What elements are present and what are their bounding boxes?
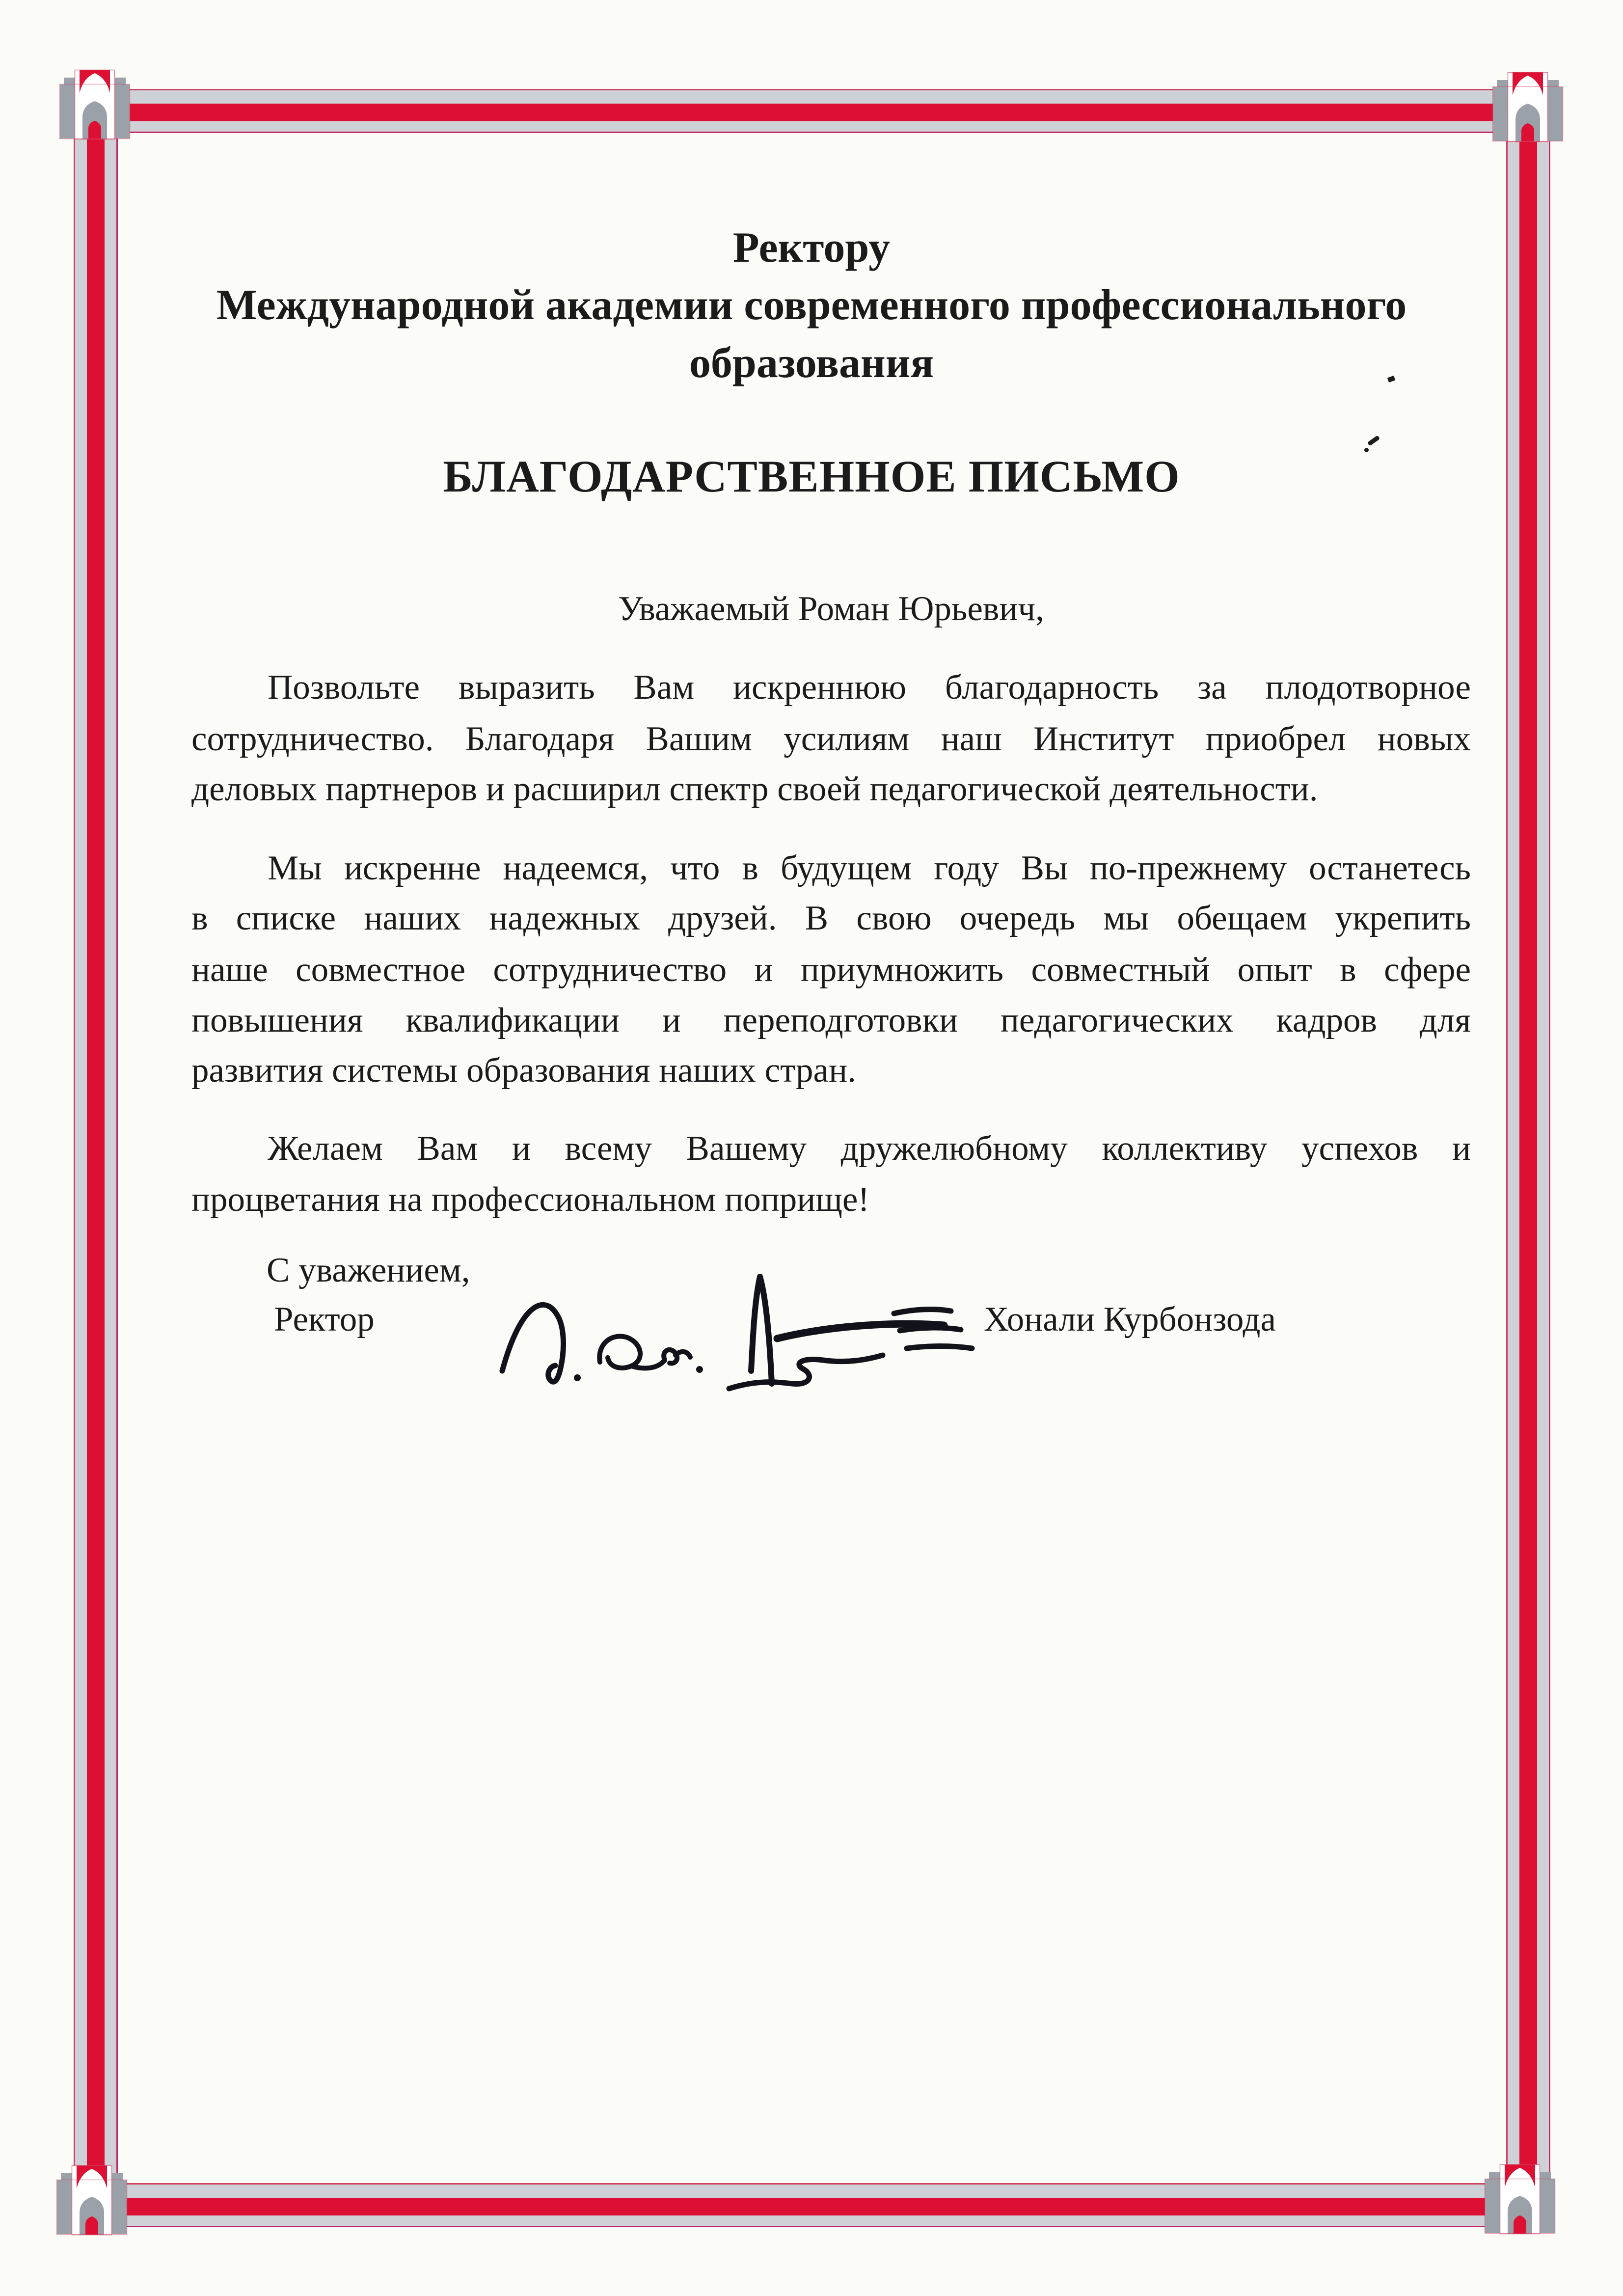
body-line: повышения квалификации и переподготовки педагогических кадров для — [191, 1001, 1471, 1039]
corner-ornament-top-right-icon — [1491, 68, 1565, 142]
body-line: сотрудничество. Благодаря Вашим усилиям наш Институт приобрел новых — [191, 720, 1471, 758]
page-title: БЛАГОДАРСТВЕННОЕ ПИСЬМО — [443, 451, 1180, 501]
signer-name: Хонали Курбонзода — [984, 1300, 1276, 1339]
corner-ornament-bottom-left-icon — [55, 2161, 129, 2236]
frame-band-top — [88, 89, 1532, 133]
scan-speck — [1364, 448, 1369, 452]
recipient-line: Ректору — [732, 224, 891, 272]
body-line: развития системы образования наших стран. — [191, 1051, 856, 1090]
corner-ornament-bottom-right-icon — [1483, 2160, 1557, 2235]
body-line: Мы искренне надеемся, что в будущем году Вы по-прежнему останетесь — [268, 849, 1471, 887]
body-line: наше совместное сотрудничество и приумножить совместный опыт в сфере — [191, 951, 1471, 989]
recipient-line: образования — [689, 339, 934, 387]
signer-role: Ректор — [274, 1300, 375, 1339]
body-line: в списке наших надежных друзей. В свою очередь мы обещаем укрепить — [191, 899, 1471, 937]
frame-band-bottom — [86, 2183, 1522, 2227]
body-line: Желаем Вам и всему Вашему дружелюбному коллективу успехов и — [268, 1129, 1471, 1168]
recipient-line: Международной академии современного профессионального — [216, 281, 1407, 329]
body-line: процветания на профессиональном поприще! — [191, 1180, 870, 1219]
frame-band-right — [1506, 88, 1550, 2229]
frame-band-left — [74, 88, 118, 2229]
closing-phrase: С уважением, — [267, 1251, 470, 1289]
rector-signature-icon — [484, 1257, 994, 1414]
salutation: Уважаемый Роман Юрьевич, — [618, 590, 1044, 628]
body-line: деловых партнеров и расширил спектр своей педагогической деятельности. — [191, 770, 1318, 808]
body-line: Позвольте выразить Вам искреннюю благодарность за плодотворное — [268, 668, 1471, 707]
corner-ornament-top-left-icon — [58, 65, 132, 140]
